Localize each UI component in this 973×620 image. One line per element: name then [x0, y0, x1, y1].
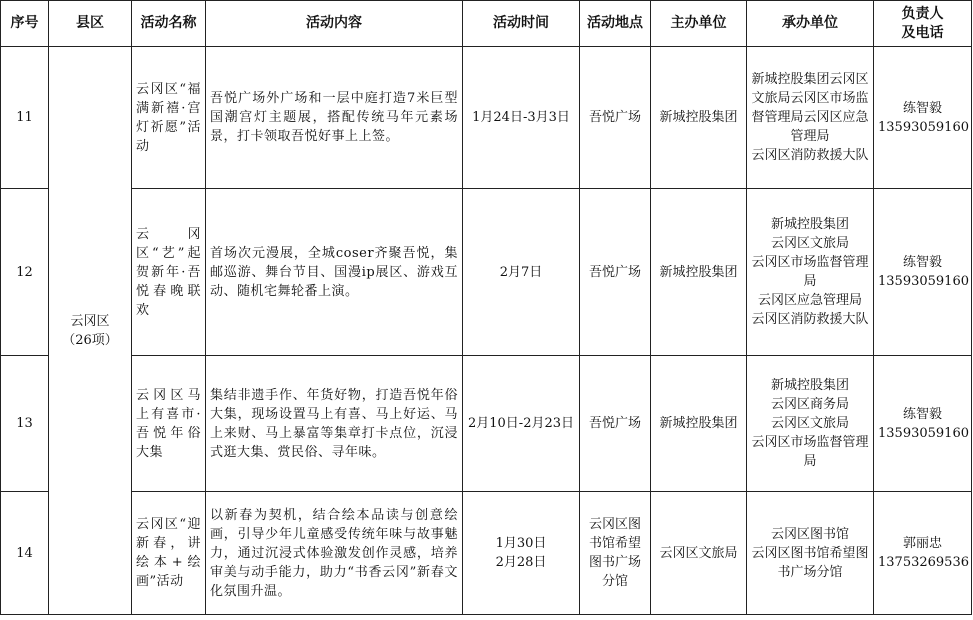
county-name: 云冈区: [70, 313, 110, 329]
header-contact: [874, 1, 972, 47]
row-activity-place: 吾悦广场: [580, 189, 651, 356]
table-row: [1, 356, 972, 492]
row-activity-time: 2月10日-2月23日: [463, 356, 580, 492]
header-county: 县区: [49, 1, 132, 47]
organizer-line: 新城控股集团云冈区文旅局云冈区市场监督管理局云冈区应急管理局: [751, 72, 869, 144]
contact-name: 练智毅: [902, 100, 942, 116]
row-activity-place: 云冈区图书馆希望图书广场分馆: [580, 492, 651, 615]
row-organizer: [747, 189, 874, 356]
header-seq: 序号: [1, 1, 49, 47]
header-host: 主办单位: [651, 1, 747, 47]
table-row: [1, 47, 972, 189]
organizer-line: 新城控股集团: [770, 378, 849, 393]
row-contact: [874, 189, 972, 356]
organizer-line: 云冈区商务局: [770, 397, 849, 412]
contact-phone: 13593059160: [878, 274, 969, 289]
row-host: 新城控股集团: [651, 356, 747, 492]
row-contact: [874, 356, 972, 492]
row-activity-content: 以新春为契机，结合绘本品读与创意绘画，引导少年儿童感受传统年味与故事魅力，通过沉浸式体验激发创作灵感，培养审美与动手能力，助力“书香云冈”新春文化氛围升温。: [206, 492, 463, 615]
organizer-line: 云冈区市场监督管理局: [751, 435, 869, 469]
row-activity-time: 1月24日-3月3日: [463, 47, 580, 189]
row-activity-name: 云冈区“福满新禧·宫灯祈愿”活动: [132, 47, 206, 189]
county-count: （26项）: [62, 332, 118, 348]
row-activity-content: 集结非遗手作、年货好物，打造吾悦年俗大集，现场设置马上有喜、马上好运、马上来财、马上暴富等集章打卡点位，沉浸式逛大集、赏民俗、寻年味。: [206, 356, 463, 492]
row-seq: 14: [1, 492, 49, 615]
row-activity-name: 云冈区“迎新春，讲绘本+绘画”活动: [132, 492, 206, 615]
header-name: 活动名称: [132, 1, 206, 47]
table-row: [1, 189, 972, 356]
header-contact-line2: 及电话: [901, 24, 944, 41]
organizer-line: 新城控股集团: [770, 217, 849, 232]
row-seq: 13: [1, 356, 49, 492]
row-activity-content: 首场次元漫展，全城coser齐聚吾悦，集邮巡游、舞台节目、国漫ip展区、游戏互动、随机宅舞轮番上演。: [206, 189, 463, 356]
county-cell: [49, 47, 132, 615]
row-host: 新城控股集团: [651, 47, 747, 189]
organizer-line: 云冈区图书馆: [770, 526, 849, 542]
contact-phone: 13593059160: [878, 425, 969, 441]
row-activity-content: 吾悦广场外广场和一层中庭打造7米巨型国潮宫灯主题展，搭配传统马年元素场景，打卡领取吾悦好事上上签。: [206, 47, 463, 189]
organizer-line: 云冈区消防救援大队: [751, 312, 869, 327]
row-contact: [874, 492, 972, 615]
header-content: 活动内容: [206, 1, 463, 47]
contact-phone: 13593059160: [878, 119, 969, 135]
row-activity-time: [463, 492, 580, 615]
header-row: [1, 1, 972, 47]
row-seq: 11: [1, 47, 49, 189]
organizer-line: 云冈区文旅局: [770, 236, 849, 251]
organizer-line: 云冈区文旅局: [770, 416, 849, 431]
row-activity-time: 2月7日: [463, 189, 580, 356]
header-time: 活动时间: [463, 1, 580, 47]
organizer-line: 云冈区图书馆希望图书广场分馆: [751, 545, 869, 580]
row-organizer: [747, 47, 874, 189]
row-organizer: [747, 492, 874, 615]
header-organizer: 承办单位: [747, 1, 874, 47]
header-place: 活动地点: [580, 1, 651, 47]
time-line: 1月30日: [495, 536, 547, 551]
organizer-line: 云冈区应急管理局: [757, 293, 862, 308]
contact-phone: 13753269536: [878, 555, 969, 570]
row-activity-place: 吾悦广场: [580, 47, 651, 189]
row-contact: [874, 47, 972, 189]
row-seq: 12: [1, 189, 49, 356]
organizer-line: 云冈区消防救援大队: [751, 148, 869, 163]
row-organizer: [747, 356, 874, 492]
row-activity-place: 吾悦广场: [580, 356, 651, 492]
time-line: 2月28日: [495, 555, 547, 570]
header-contact-line1: 负责人: [901, 5, 944, 22]
table-row: [1, 492, 972, 615]
organizer-line: 云冈区市场监督管理局: [751, 255, 869, 289]
row-activity-name: 云冈区“艺”起贺新年·吾悦春晚联欢: [132, 189, 206, 356]
row-activity-name: 云冈区马上有喜市·吾悦年俗大集: [132, 356, 206, 492]
contact-name: 练智毅: [902, 406, 942, 422]
row-host: 云冈区文旅局: [651, 492, 747, 615]
contact-name: 郭丽忠: [902, 536, 942, 551]
contact-name: 练智毅: [902, 255, 942, 270]
row-host: 新城控股集团: [651, 189, 747, 356]
